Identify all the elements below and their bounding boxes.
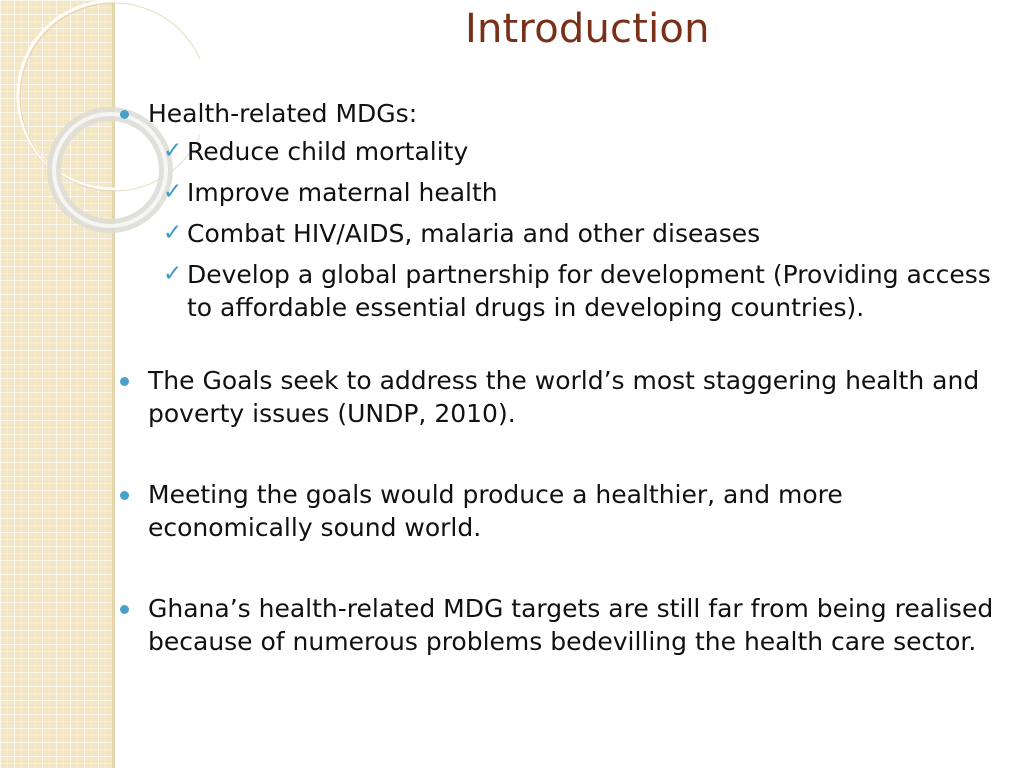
- bullet-item: [117, 592, 1012, 658]
- slide-title: Introduction: [465, 6, 710, 52]
- sub-item-text: Improve maternal health: [187, 178, 498, 207]
- sub-item-text: Reduce child mortality: [187, 137, 469, 166]
- bullet-text: Meeting the goals would produce a healthier, and more economically sound world.: [148, 480, 843, 542]
- sub-list: [148, 135, 1012, 324]
- checkmark-icon: ✓: [163, 220, 183, 246]
- bullet-dot-icon: [120, 605, 129, 614]
- checkmark-icon: ✓: [163, 179, 183, 205]
- bullet-item: [117, 478, 1012, 544]
- slide-body: [117, 97, 1012, 658]
- bullet-item: [117, 97, 1012, 324]
- bullet-text: Ghana’s health-related MDG targets are still far from being realised because of numerous problems bedevilling the health care sector.: [148, 594, 994, 656]
- bullet-item: [117, 364, 1012, 430]
- sub-item-text: Develop a global partnership for development (Providing access to affordable essential drugs in developing countries).: [187, 260, 991, 322]
- checkmark-icon: ✓: [163, 138, 183, 164]
- bullet-dot-icon: [120, 491, 129, 500]
- bullet-text: Health-related MDGs:: [148, 99, 418, 128]
- sub-item: [158, 217, 1012, 250]
- sub-item: [158, 135, 1012, 168]
- bullet-dot-icon: [120, 377, 129, 386]
- sub-item: [158, 258, 1012, 324]
- bullet-dot-icon: [120, 110, 129, 119]
- bullet-text: The Goals seek to address the world’s most staggering health and poverty issues (UNDP, 2010).: [148, 366, 980, 428]
- sub-item: [158, 176, 1012, 209]
- sub-item-text: Combat HIV/AIDS, malaria and other diseases: [187, 219, 761, 248]
- checkmark-icon: ✓: [163, 261, 183, 287]
